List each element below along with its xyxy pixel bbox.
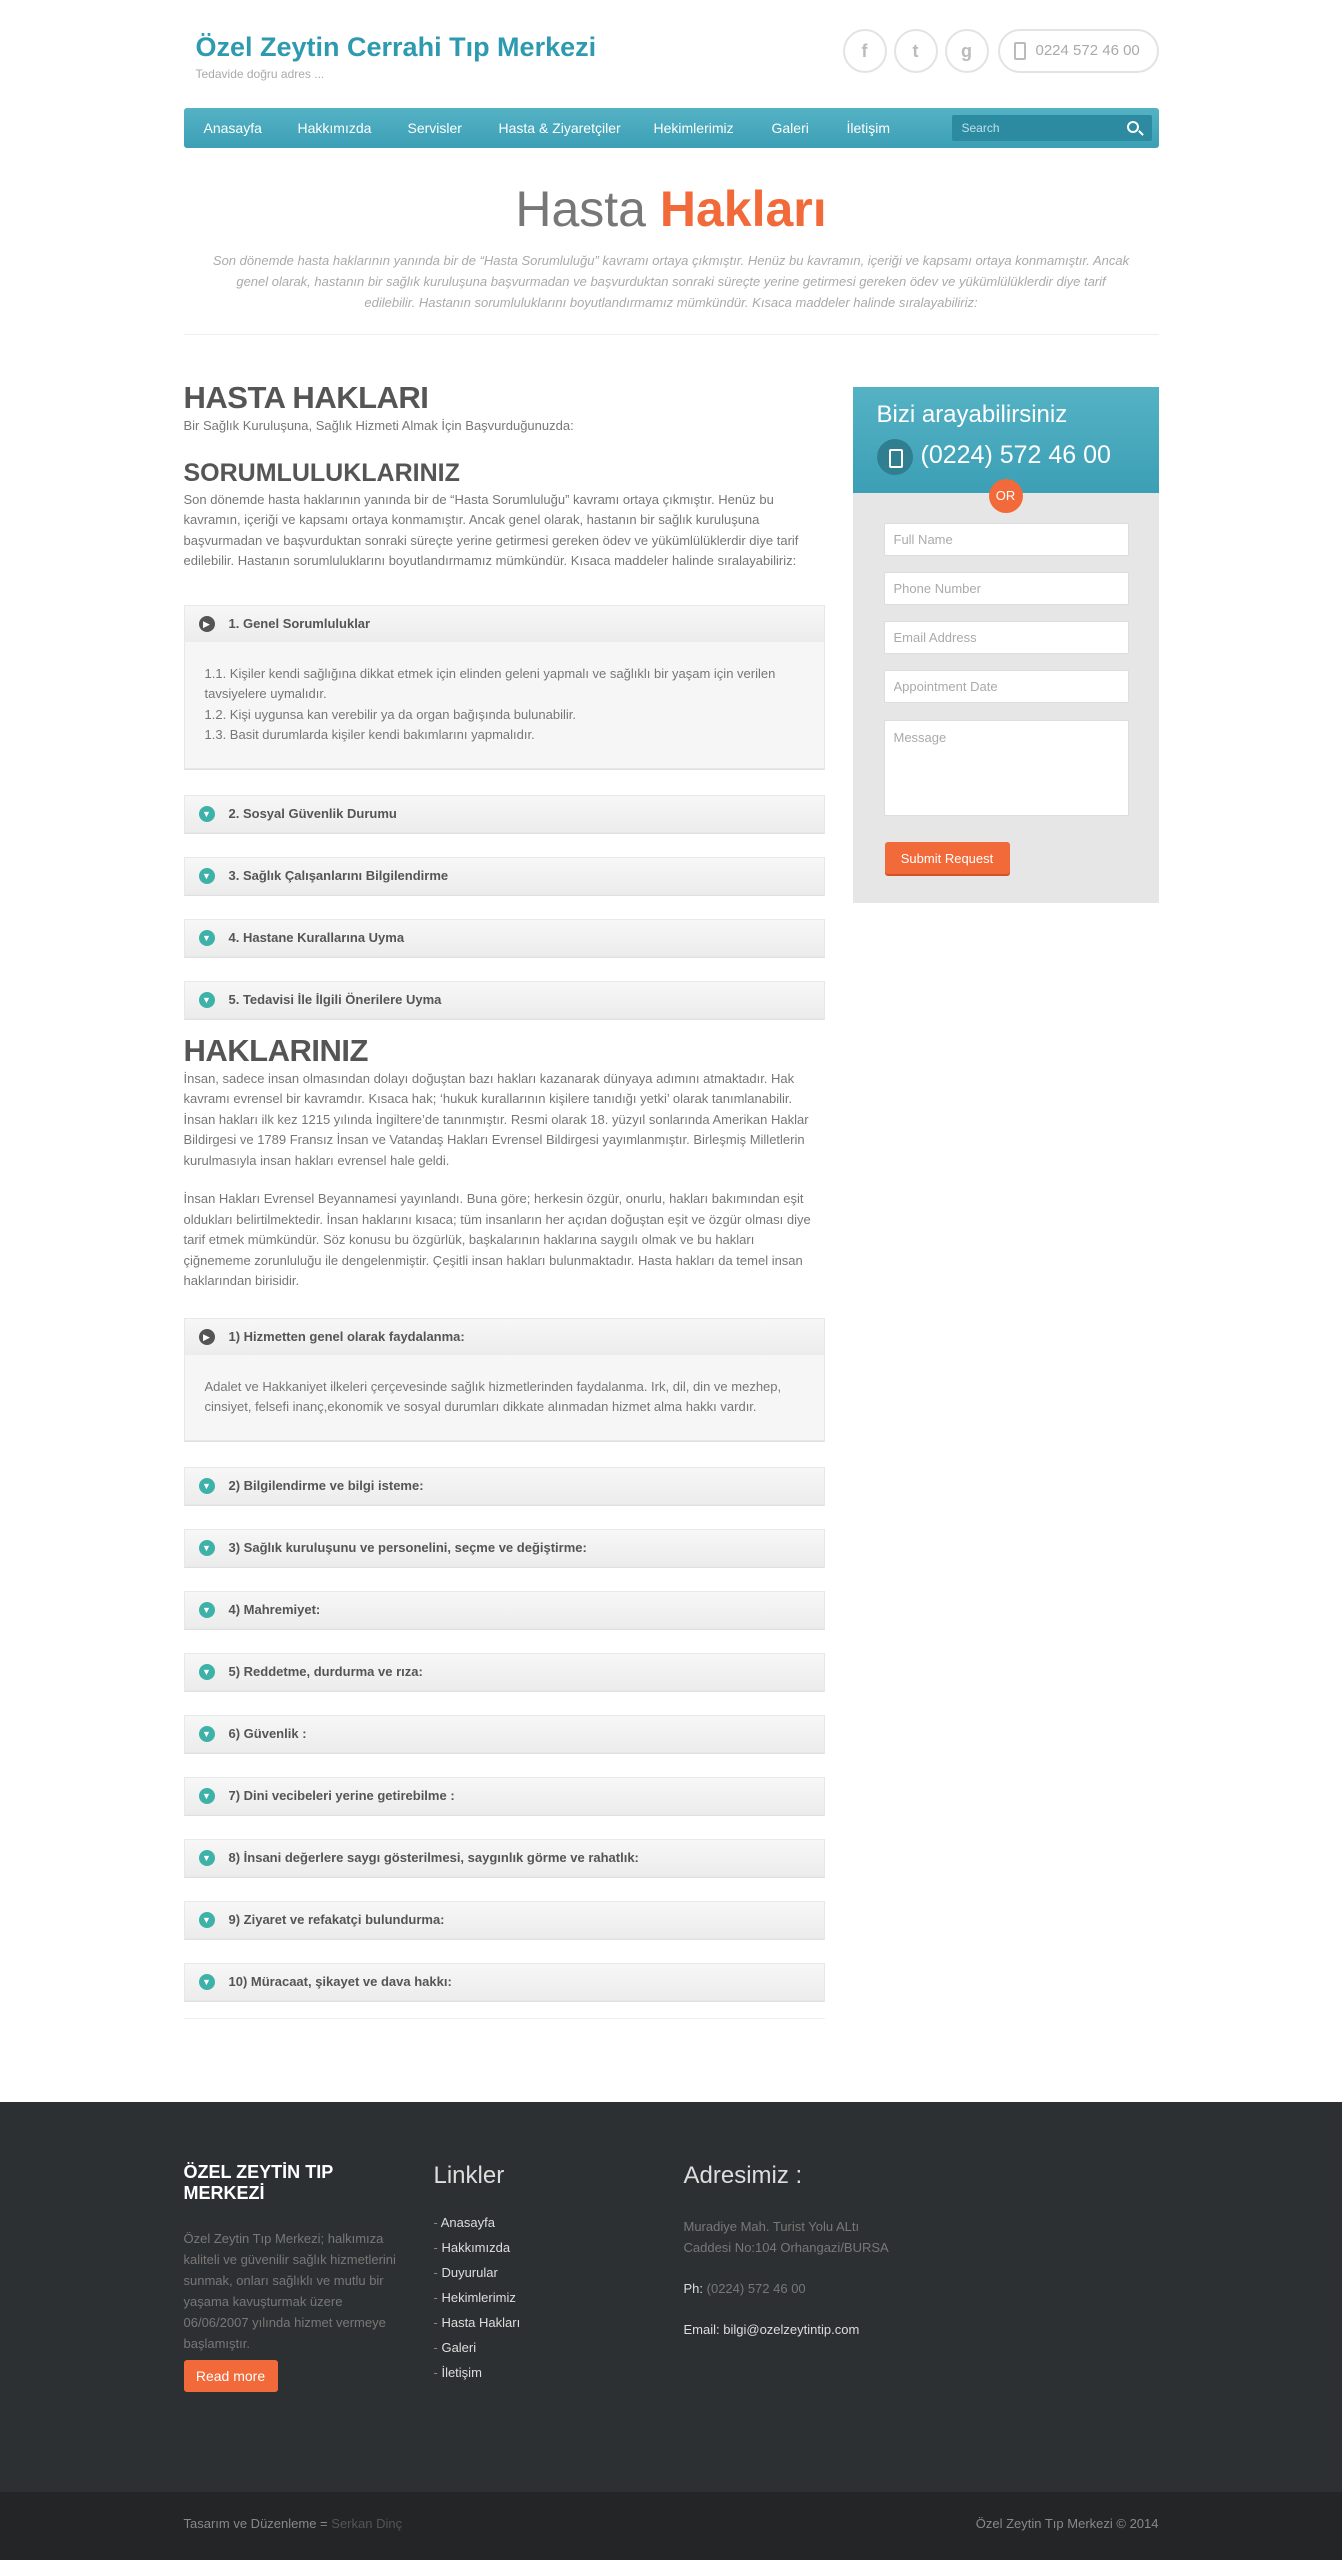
- accordion-item: [184, 1715, 825, 1753]
- message-textarea[interactable]: [884, 720, 1129, 816]
- footer-wrapper: [184, 2102, 1159, 2492]
- header-phone-number: 0224 572 46 00: [1035, 42, 1140, 59]
- footer-links: [434, 2162, 521, 2385]
- expand-icon: ▼: [199, 1788, 215, 1804]
- footer-link[interactable]: - Hasta Hakları: [434, 2310, 521, 2335]
- footer-phone: [684, 2278, 904, 2299]
- site-subtitle: Tedavide doğru adres ...: [195, 67, 325, 81]
- accordion-line: 1.3. Basit durumlarda kişiler kendi bakımlarını yapmalıdır.: [204, 727, 535, 742]
- accordion-item: [184, 1777, 825, 1815]
- expand-icon: ▼: [199, 992, 215, 1008]
- phone-icon: [1014, 42, 1026, 60]
- nav-item-anasayfa[interactable]: Anasayfa: [203, 120, 262, 136]
- accordion-item: [184, 981, 825, 1019]
- phone-number-input[interactable]: [884, 572, 1129, 605]
- footer-link[interactable]: - Duyurular: [434, 2260, 521, 2285]
- divider: [184, 2018, 825, 2019]
- accordion-item: [184, 1963, 825, 2001]
- expand-icon: ▼: [199, 868, 215, 884]
- expand-icon: ▼: [199, 1912, 215, 1928]
- page-title-bold: Hakları: [659, 181, 827, 237]
- accordion-header[interactable]: [185, 1319, 824, 1355]
- search-input[interactable]: [952, 115, 1152, 141]
- accordion-line: 1.2. Kişi uygunsa kan verebilir ya da organ bağışında bulunabilir.: [204, 706, 576, 722]
- footer-links-title: Linkler: [433, 2162, 505, 2189]
- section-heading-sorumluluklariniz: SORUMLULUKLARINIZ: [183, 458, 460, 487]
- footer-link[interactable]: - Hakkımızda: [434, 2235, 521, 2260]
- appointment-form: [853, 387, 1159, 903]
- accordion-item: [184, 1467, 825, 1505]
- footer-address: [684, 2162, 904, 2340]
- main-nav: [184, 108, 1159, 148]
- accordion-header[interactable]: [185, 1716, 824, 1752]
- submit-request-button[interactable]: Submit Request: [885, 842, 1010, 874]
- footer-title-part: ÖZEL ZEYTİN: [183, 2162, 301, 2182]
- footer-link[interactable]: - İletişim: [434, 2360, 521, 2385]
- section-text-haklar-1: İnsan, sadece insan olmasından dolayı doğuştan bazı hakları kazanarak dünyaya adımını atmaktadır. Hak kavramı evrensel bir kavramdır. Kısaca hak; ‘hukuk kurallarının kişilere tanıdığı yetki’ olarak tanımlanabilir. İnsan hakları ilk kez 1215 yılında İngiltere’de tanınmıştır. Resmi olarak 18. yüzyıl sonlarında Amerikan Haklar Bildirgesi ve 1789 Fransız İnsan ve Vatandaş Hakları Evrensel Bildirgesi yayımlanmıştır. Birleşmiş Milletlerin kurulmasıyla insan hakları evrensel hale geldi.: [183, 1070, 809, 1168]
- credits: [184, 2516, 403, 2531]
- accordion-header[interactable]: [185, 1468, 824, 1504]
- footer-about: [184, 2162, 409, 2354]
- form-header: [853, 387, 1159, 493]
- appointment-date-input[interactable]: [884, 670, 1129, 703]
- accordion-header[interactable]: [185, 982, 824, 1018]
- accordion-title: 7) Dini vecibeleri yerine getirebilme :: [228, 1787, 455, 1803]
- collapse-icon: ▶: [199, 1329, 215, 1345]
- expand-icon: ▼: [199, 1540, 215, 1556]
- footer-email-label: Email:: [683, 2322, 720, 2337]
- nav-item-hekimlerimiz[interactable]: Hekimlerimiz: [653, 120, 734, 136]
- designer-link[interactable]: Serkan Dinç: [331, 2516, 403, 2531]
- accordion-title: 4. Hastane Kurallarına Uyma: [228, 929, 405, 945]
- page-description: Son dönemde hasta haklarının yanında bir de “Hasta Sorumluluğu” kavramı ortaya çıkmıştır. Henüz bu kavramın, içeriği ve kapsamı ortaya konmamıştır. Ancak genel olarak, hastanın bir sağlık kuruluşuna başvurmadan ve başvurduktan sonraki süreçte yerine getirmesi gereken ödev ve yükümlülüklerdir diye tarif edilebilir. Hastanın sorumluluklarını boyutlandırmamız mümkündür. Kısaca maddeler halinde sıralayabiliriz:: [212, 253, 1130, 310]
- section-text-sorumluluklar: Son dönemde hasta haklarının yanında bir de “Hasta Sorumluluğu” kavramı ortaya çıkmıştır. Henüz bu kavramın, içeriği ve kapsamı ortaya konmamıştır. Ancak genel olarak, hastanın bir sağlık kuruluşuna başvurmadan ve başvurduktan sonraki süreçte yerine getirmesi gereken ödev ve yükümlülüklerdir diye tarif edilebilir. Hastanın sorumluluklarını boyutlandırmamız mümkündür. Kısaca maddeler halinde sıralayabiliriz:: [183, 491, 799, 568]
- expand-icon: ▼: [199, 1602, 215, 1618]
- footer-links-list: [434, 2210, 521, 2385]
- footer-bottom-bar: [0, 2492, 1342, 2560]
- footer-link[interactable]: - Hekimlerimiz: [434, 2285, 521, 2310]
- accordion-title: 2) Bilgilendirme ve bilgi isteme:: [228, 1477, 424, 1493]
- footer-phone-label: Ph:: [683, 2281, 704, 2296]
- footer: [0, 2102, 1342, 2492]
- expand-icon: ▼: [199, 1850, 215, 1866]
- accordion-item: [184, 1318, 825, 1441]
- accordion-title: 2. Sosyal Güvenlik Durumu: [228, 805, 397, 821]
- section-heading-haklariniz: HAKLARINIZ: [183, 1032, 368, 1068]
- nav-item-galeri[interactable]: Galeri: [771, 120, 809, 136]
- page-title-light: Hasta: [515, 181, 646, 237]
- accordion-header[interactable]: [185, 920, 824, 956]
- accordion-body: [185, 642, 824, 768]
- accordion-header[interactable]: [185, 858, 824, 894]
- header: [184, 0, 1159, 108]
- accordion-item: [184, 1529, 825, 1567]
- accordion-title: 5. Tedavisi İle İlgili Önerilere Uyma: [228, 991, 442, 1007]
- full-name-input[interactable]: [884, 523, 1129, 556]
- accordion-line: Adalet ve Hakkaniyet ilkeleri çerçevesinde sağlık hizmetlerinden faydalanma. Irk, dil, din ve mezhep, cinsiyet, felsefi inanç,ekonomik ve sosyal durumları dikkate alınmadan hizmet alma hakkı vardır.: [204, 1378, 782, 1414]
- email-input[interactable]: [884, 621, 1129, 654]
- footer-bottom-wrapper: [184, 2492, 1159, 2560]
- accordion-title: 5) Reddetme, durdurma ve rıza:: [228, 1663, 423, 1679]
- nav-item-hasta-ziyaretciler[interactable]: Hasta & Ziyaretçiler: [498, 120, 621, 136]
- credits-label: Tasarım ve Düzenleme =: [183, 2516, 328, 2531]
- accordion-title: 8) İnsani değerlere saygı gösterilmesi, saygınlık görme ve rahatlık:: [228, 1849, 639, 1865]
- google-plus-icon[interactable]: g: [945, 29, 989, 73]
- site-title[interactable]: Özel Zeytin Cerrahi Tıp Merkezi: [195, 32, 597, 62]
- divider: [184, 334, 1159, 335]
- page-wrapper: [184, 0, 1159, 2102]
- phone-icon: [877, 439, 913, 475]
- expand-icon: ▼: [199, 1974, 215, 1990]
- footer-phone-value: (0224) 572 46 00: [706, 2281, 806, 2296]
- section-text-haklar-2: İnsan Hakları Evrensel Beyannamesi yayınlandı. Buna göre; herkesin özgür, onurlu, hakları bakımından eşit oldukları belirtilmektedir. İnsan haklarını kısaca; tüm insanların her açıdan doğuştan eşit ve özgür olması diye tarif etmek mümkündür. Söz konusu bu özgürlük, başkalarının haklarına saygılı olmak ve bu hakları çiğnememe zorunluluğu ile dengelenmiştir. Çeşitli insan hakları bulunmaktadır. Hasta hakları da temel insan haklarından birisidir.: [183, 1191, 811, 1288]
- nav-item-hakkimizda[interactable]: Hakkımızda: [297, 120, 372, 136]
- expand-icon: ▼: [199, 1664, 215, 1680]
- expand-icon: ▼: [199, 1726, 215, 1742]
- footer-about-title: [184, 2162, 409, 2204]
- accordion-title: 1. Genel Sorumluluklar: [228, 615, 371, 631]
- accordion-title: 3. Sağlık Çalışanlarını Bilgilendirme: [228, 867, 449, 883]
- expand-icon: ▼: [199, 806, 215, 822]
- nav-item-servisler[interactable]: Servisler: [407, 120, 462, 136]
- facebook-icon[interactable]: f: [843, 29, 887, 73]
- footer-email-value[interactable]: bilgi@ozelzeytintip.com: [723, 2322, 860, 2337]
- accordion-title: 10) Müracaat, şikayet ve dava hakkı:: [228, 1973, 452, 1989]
- accordion-title: 6) Güvenlik :: [228, 1725, 307, 1741]
- footer-email[interactable]: [684, 2319, 904, 2340]
- footer-link[interactable]: - Anasayfa: [434, 2210, 521, 2235]
- section-subtext: Bir Sağlık Kuruluşuna, Sağlık Hizmeti Almak İçin Başvurduğunuzda:: [183, 418, 574, 433]
- accordion-header[interactable]: [185, 1902, 824, 1938]
- footer-link[interactable]: - Galeri: [434, 2335, 521, 2360]
- accordion-item: [184, 857, 825, 895]
- accordion-body: [185, 1355, 824, 1440]
- page-hero: [184, 180, 1159, 313]
- copyright: Özel Zeytin Tıp Merkezi © 2014: [975, 2516, 1159, 2531]
- accordion-item: [184, 1901, 825, 1939]
- accordion-title: 9) Ziyaret ve refakatçi bulundurma:: [228, 1911, 445, 1927]
- accordion-line: 1.1. Kişiler kendi sağlığına dikkat etmek için elinden geleni yapmalı ve sağlıklı bir yaşam için verilen tavsiyelere uymalıdır.: [204, 665, 776, 701]
- expand-icon: ▼: [199, 1478, 215, 1494]
- accordion-header[interactable]: [185, 1840, 824, 1876]
- twitter-icon[interactable]: t: [894, 29, 938, 73]
- form-phone: (0224) 572 46 00: [920, 441, 1111, 469]
- accordion-header[interactable]: [185, 1654, 824, 1690]
- expand-icon: ▼: [199, 930, 215, 946]
- accordion-item: [184, 1591, 825, 1629]
- accordion-header[interactable]: [185, 1778, 824, 1814]
- header-phone: [998, 29, 1159, 73]
- accordion-header[interactable]: [185, 796, 824, 832]
- accordion-header[interactable]: [185, 1964, 824, 2000]
- accordion-item: [184, 1839, 825, 1877]
- accordion-item: [184, 605, 825, 769]
- collapse-icon: ▶: [199, 616, 215, 632]
- accordion-header[interactable]: [185, 606, 824, 642]
- read-more-button[interactable]: Read more: [184, 2360, 278, 2392]
- search-icon[interactable]: [1127, 121, 1139, 133]
- section-heading-hasta-haklari: HASTA HAKLARI: [183, 380, 429, 415]
- footer-title-part: TIP MERKEZİ: [183, 2162, 333, 2203]
- form-title: Bizi arayabilirsiniz: [876, 401, 1068, 428]
- accordion-header[interactable]: [185, 1592, 824, 1628]
- accordion-title: 3) Sağlık kuruluşunu ve personelini, seçme ve değiştirme:: [228, 1539, 587, 1555]
- accordion-item: [184, 919, 825, 957]
- accordion-title: 4) Mahremiyet:: [228, 1601, 321, 1617]
- footer-address-text: Muradiye Mah. Turist Yolu ALtı Caddesi No:104 Orhangazi/BURSA: [683, 2219, 889, 2255]
- accordion-item: [184, 795, 825, 833]
- accordion-header[interactable]: [185, 1530, 824, 1566]
- or-badge: OR: [989, 479, 1023, 513]
- nav-item-iletisim[interactable]: İletişim: [846, 120, 891, 136]
- footer-about-text: Özel Zeytin Tıp Merkezi; halkımıza kaliteli ve güvenilir sağlık hizmetlerini sunmak, onları sağlıklı ve mutlu bir yaşama kavuşturmak üzere 06/06/2007 yılında hizmet vermeye başlamıştır.: [183, 2231, 396, 2351]
- accordion-item: [184, 1653, 825, 1691]
- page-title: [184, 180, 1159, 238]
- footer-address-title: Adresimiz :: [683, 2162, 803, 2189]
- main-content: [184, 380, 825, 2001]
- accordion-title: 1) Hizmetten genel olarak faydalanma:: [228, 1328, 465, 1344]
